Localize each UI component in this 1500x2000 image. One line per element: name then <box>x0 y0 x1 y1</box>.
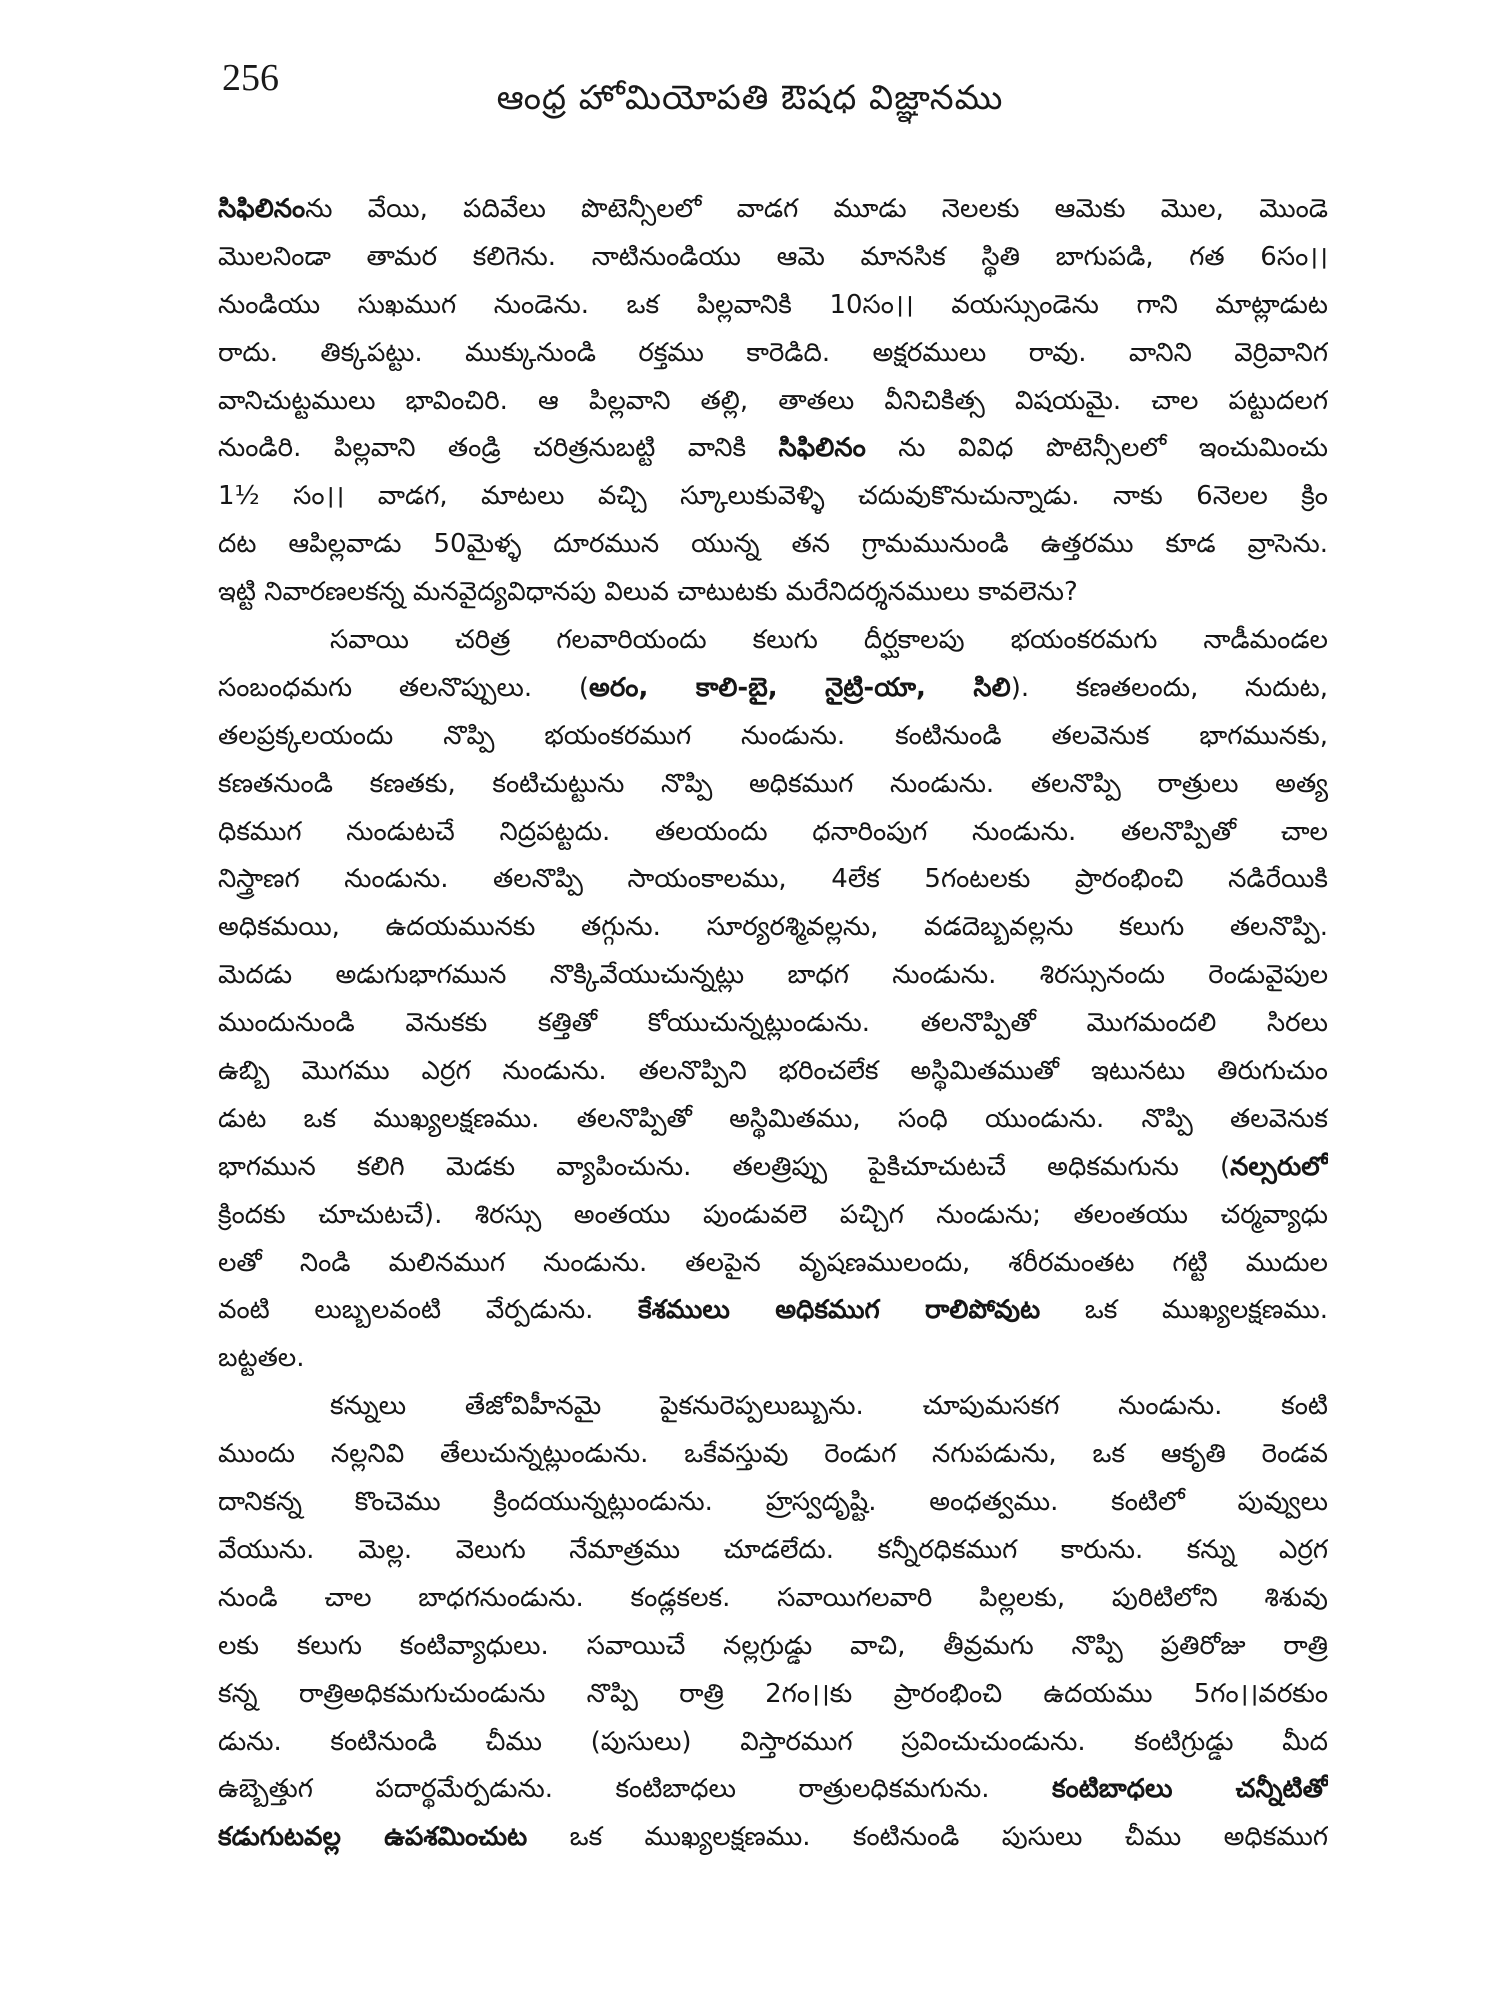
text-segment: బట్టతల. <box>218 1343 305 1374</box>
text-line <box>218 1383 1328 1431</box>
text-segment: కణతనుండి కణతకు, కంటిచుట్టును నొప్పి అధికముగ నుండును. తలనొప్పి రాత్రులు అత్య <box>218 768 1328 799</box>
text-line <box>218 1431 1328 1479</box>
text-segment: దానికన్న కొంచెము క్రిందయున్నట్లుండును. హ్రస్వదృష్టి. అంధత్వము. కంటిలో పువ్వులు <box>218 1487 1328 1518</box>
text-segment: ముందునుండి వెనుకకు కత్తితో కోయుచున్నట్లుండును. తలనొప్పితో మొగమందలి సిరలు <box>218 1008 1328 1039</box>
text-segment: నుండిరి. పిల్లవాని తండ్రి చరిత్రనుబట్టి వానికి <box>218 433 779 464</box>
text-line <box>218 1766 1328 1814</box>
text-segment: ఉబ్బెత్తుగ పదార్థమేర్పడును. కంటిబాధలు రాత్రులధికమగును. <box>218 1774 1052 1805</box>
text-line <box>218 569 1328 617</box>
text-segment: 1½ సం।। వాడగ, మాటలు వచ్చి స్కూలుకువెళ్ళి చదువుకొనుచున్నాడు. నాకు 6నెలల క్రిం <box>218 481 1328 512</box>
text-line <box>218 665 1328 713</box>
text-line <box>218 1144 1328 1192</box>
text-line <box>218 378 1328 426</box>
bold-text: కంటిబాధలు చన్నీటితో <box>1051 1774 1328 1805</box>
text-line <box>218 1048 1328 1096</box>
text-segment: కన్న రాత్రిఅధికమగుచుండును నొప్పి రాత్రి 2గం।।కు ప్రారంభించి ఉదయము 5గం।।వరకుం <box>218 1678 1328 1709</box>
text-line <box>218 234 1328 282</box>
text-line <box>218 473 1328 521</box>
bold-text: నల్సరులో <box>1230 1151 1328 1182</box>
text-segment: మొలనిండా తామర కలిగెను. నాటినుండియు ఆమె మానసిక స్థితి బాగుపడి, గత 6సం।। <box>218 241 1328 272</box>
text-segment: ఇట్టి నివారణలకన్న మనవైద్యవిధానపు విలువ చాటుటకు మరేనిదర్శనములు కావలెను? <box>218 577 1078 608</box>
text-line <box>218 1623 1328 1671</box>
text-line <box>218 809 1328 857</box>
text-line <box>218 330 1328 378</box>
text-line <box>218 761 1328 809</box>
body-text <box>218 186 1328 1862</box>
text-line <box>218 1192 1328 1240</box>
text-segment: ఒక ముఖ్యలక్షణము. <box>1040 1295 1328 1326</box>
text-line <box>218 1527 1328 1575</box>
text-segment: ఒక ముఖ్యలక్షణము. కంటినుండి పుసులు చీము అధికముగ <box>527 1822 1328 1853</box>
text-segment: సంబంధమగు తలనొప్పులు. ( <box>218 672 590 703</box>
text-segment: నుండి చాల బాధగనుండును. కండ్లకలక. సవాయిగలవారి పిల్లలకు, పురిటిలోని శిశువు <box>218 1582 1328 1613</box>
text-segment: ). కణతలందు, నుదుట, <box>1010 672 1328 703</box>
text-segment: వానిచుట్టములు భావించిరి. ఆ పిల్లవాని తల్లి, తాతలు వీనిచికిత్స విషయమై. చాల పట్టుదలగ <box>218 385 1328 416</box>
text-segment: ధికముగ నుండుటచే నిద్రపట్టదు. తలయందు ధనారింపుగ నుండును. తలనొప్పితో చాల <box>218 816 1328 847</box>
text-line <box>218 1287 1328 1335</box>
text-segment: అధికమయి, ఉదయమునకు తగ్గును. సూర్యరశ్మివల్లను, వడదెబ్బవల్లను కలుగు తలనొప్పి. <box>218 912 1328 943</box>
bold-text: కేశములు అధికముగ రాలిపోవుట <box>638 1295 1041 1326</box>
text-segment: మెదడు అడుగుభాగమున నొక్కివేయుచున్నట్లు బాధగ నుండును. శిరస్సునందు రెండువైపుల <box>218 960 1328 991</box>
text-segment: తలప్రక్కలయందు నొప్పి భయంకరముగ నుండును. కంటినుండి తలవెనుక భాగమునకు, <box>218 720 1328 751</box>
text-line <box>218 904 1328 952</box>
text-segment: నిస్త్రాణగ నుండును. తలనొప్పి సాయంకాలము, 4లేక 5గంటలకు ప్రారంభించి నడిరేయికి <box>218 864 1328 895</box>
text-segment: లతో నిండి మలినముగ నుండును. తలపైన వృషణములందు, శరీరమంతట గట్టి ముదుల <box>218 1247 1328 1278</box>
text-line <box>218 521 1328 569</box>
text-segment: వేయును. మెల్ల. వెలుగు నేమాత్రము చూడలేదు. కన్నీరధికముగ కారును. కన్ను ఎర్రగ <box>218 1534 1328 1565</box>
text-line <box>218 617 1328 665</box>
text-line <box>218 1575 1328 1623</box>
text-segment: ను వివిధ పొటెన్సీలలో ఇంచుమించు <box>865 433 1328 464</box>
text-line <box>218 1096 1328 1144</box>
bold-text: కడుగుటవల్ల ఉపశమించుట <box>218 1822 528 1853</box>
text-segment: ను వేయి, పదివేలు పొటెన్సీలలో వాడగ మూడు నెలలకు ఆమెకు మొల, మొండె <box>305 194 1328 224</box>
text-line <box>218 1671 1328 1719</box>
bold-text: సిఫిలినం <box>218 194 306 224</box>
text-line <box>218 282 1328 330</box>
text-line <box>218 1335 1328 1383</box>
text-segment: డుట ఒక ముఖ్యలక్షణము. తలనొప్పితో అస్థిమితము, సంధి యుండును. నొప్పి తలవెనుక <box>218 1103 1328 1134</box>
text-segment: ముందు నల్లనివి తేలుచున్నట్లుండును. ఒకేవస్తువు రెండుగ నగుపడును, ఒక ఆకృతి రెండవ <box>218 1439 1328 1470</box>
text-line <box>218 1814 1328 1862</box>
text-segment: దట ఆపిల్లవాడు 50మైళ్ళ దూరమున యున్న తన గ్రామమునుండి ఉత్తరము కూడ వ్రాసెను. <box>218 529 1328 560</box>
text-line <box>218 1000 1328 1048</box>
text-segment: ఉబ్బి మొగము ఎర్రగ నుండును. తలనొప్పిని భరించలేక అస్థిమితముతో ఇటునటు తిరుగుచుం <box>218 1056 1328 1087</box>
text-line <box>218 856 1328 904</box>
text-line <box>218 1719 1328 1767</box>
text-segment: కన్నులు తేజోవిహీనమై పైకనురెప్పలుబ్బును. చూపుమసకగ నుండును. కంటి <box>330 1391 1328 1422</box>
running-title: ఆంధ్ర హోమియోపతి ఔషధ విజ్ఞానము <box>496 78 1004 118</box>
text-segment: భాగమున కలిగి మెడకు వ్యాపించును. తలత్రిప్పు పైకిచూచుటచే అధికమగును ( <box>218 1151 1231 1182</box>
text-line <box>218 186 1328 234</box>
text-line <box>218 952 1328 1000</box>
text-segment: డును. కంటినుండి చీము (పుసులు) విస్తారముగ స్రవించుచుండును. కంటిగ్రుడ్డు మీద <box>218 1726 1328 1757</box>
text-line <box>218 425 1328 473</box>
text-line <box>218 1479 1328 1527</box>
text-segment: వంటి లుబ్బలవంటి వేర్పడును. <box>218 1295 639 1326</box>
text-segment: రాదు. తిక్కపట్టు. ముక్కునుండి రక్తము కారెడిది. అక్షరములు రావు. వానిని వెర్రివానిగ <box>218 337 1328 368</box>
bold-text: అరం, కాలి-బై, నైట్రి-యా, సిలి <box>589 672 1011 703</box>
text-segment: నుండియు సుఖముగ నుండెను. ఒక పిల్లవానికి 10సం।। వయస్సుండెను గాని మాట్లాడుట <box>218 289 1328 320</box>
page-number: 256 <box>222 57 279 99</box>
text-line <box>218 713 1328 761</box>
text-segment: క్రిందకు చూచుటచే). శిరస్సు అంతయు పుండువలె పచ్చిగ నుండును; తలంతయు చర్మవ్యాధు <box>218 1199 1328 1230</box>
text-line <box>218 1240 1328 1288</box>
text-segment: లకు కలుగు కంటివ్యాధులు. సవాయిచే నల్లగ్రుడ్డు వాచి, తీవ్రమగు నొప్పి ప్రతిరోజు రాత్రి <box>218 1630 1328 1661</box>
text-segment: సవాయి చరిత్ర గలవారియందు కలుగు దీర్ఘకాలపు భయంకరమగు నాడీమండల <box>330 625 1328 656</box>
bold-text: సిఫిలినం <box>778 433 866 464</box>
